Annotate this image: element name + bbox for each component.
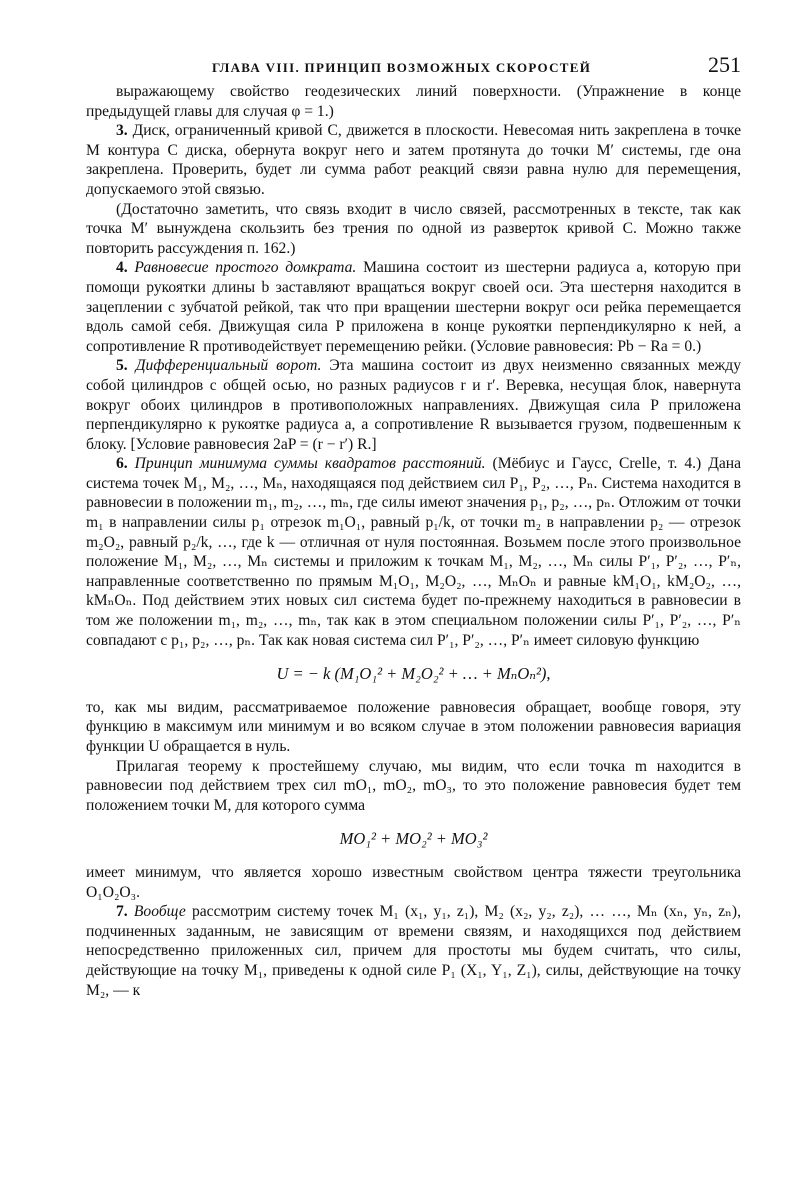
page-header [86, 52, 741, 82]
paragraph [86, 454, 741, 650]
section-title: Принцип минимума суммы квадратов расстояний. [134, 455, 486, 473]
section-title: Равновесие простого домкрата. [134, 259, 357, 277]
paragraph-text: рассмотрим систему точек M₁ (x₁, y₁, z₁), M₂ (x₂, y₂, z₂), … …, Mₙ (xₙ, yₙ, zₙ), подчиненных заданным, не зависящим от времени связям, и находящихся под действием непосредственно приложенных сил, причем для простоты мы будем считать, что силы, действующие на точку M₁, приведены к одной силе P₁ (X₁, Y₁, Z₁), силы, действующие на точку M₂, — к [86, 903, 741, 999]
paragraph [86, 757, 741, 816]
paragraph [86, 258, 741, 356]
paragraph-text: (Мёбиус и Гаусс, Crelle, т. 4.) Дана система точек M₁, M₂, …, Mₙ, находящаяся под действием сил P₁, P₂, …, Pₙ. Система находится в равновесии в положении m₁, m₂, …, mₙ, где силы имеют значения p₁, p₂, …, pₙ. Отложим от точки m₁ в направлении силы p₁ отрезок m₁O₁, равный p₁/k, от точки m₂ в направлении p₂ — отрезок m₂O₂, равный p₂/k, …, где k — отличная от нуля постоянная. Возьмем после этого произвольное положение M₁, M₂, …, Mₙ системы и приложим к точкам M₁, M₂, …, Mₙ силы P′₁, P′₂, …, P′ₙ, направленные соответственно по прямым M₁O₁, M₂O₂, …, MₙOₙ и равные kM₁O₁, kM₂O₂, …, kMₙOₙ. Под действием этих новых сил система будет по-прежнему находиться в равновесии в том же положении m₁, m₂, …, mₙ, так как в этом специальном положении силы P′₁, P′₂, …, P′ₙ совпадают с p₁, p₂, …, pₙ. Так как новая система сил P′₁, P′₂, …, P′ₙ имеет силовую функцию [86, 455, 742, 649]
equation: U = − k (M₁O₁² + M₂O₂² + … + MₙOₙ²), [276, 664, 551, 684]
equation: MO₁² + MO₂² + MO₃² [339, 829, 488, 849]
section-number: 5. [116, 357, 128, 375]
paragraph-text: Машина состоит из шестерни радиуса a, которую при помощи рукоятки длины b заставляют вращаться вокруг своей оси. Эта шестерня находится в зацеплении с зубчатой рейкой, так что при вращении шестерни вокруг оси рейка перемещается вдоль самой себя. Движущая сила P приложена в конце рукоятки перпендикулярно к ней, а сопротивление R противодействует перемещению рейки. (Условие равновесия: Pb − Ra = 0.) [86, 259, 741, 355]
section-number: 4. [116, 259, 128, 277]
paragraph-text: имеет минимум, что является хорошо известным свойством центра тяжести треугольника O₁O₂O₃. [86, 863, 741, 901]
section-number: 6. [116, 455, 128, 473]
paragraph [86, 698, 741, 757]
running-head: ГЛАВА VIII. ПРИНЦИП ВОЗМОЖНЫХ СКОРОСТЕЙ [212, 60, 592, 75]
paragraph-text: Диск, ограниченный кривой C, движется в плоскости. Невесомая нить закреплена в точке M контура C диска, обернута вокруг него и затем протянута до точки M′ системы, где она закреплена. Проверить, будет ли сумма работ реакций связи равна нулю для перемещения, допускаемого этой связью. [86, 122, 741, 198]
paragraph [86, 82, 741, 121]
paragraph-text: Эта машина состоит из двух неизменно связанных между собой цилиндров с общей осью, но разных радиусов r и r′. Веревка, несущая блок, навернута вокруг обоих цилиндров в противоположных направлениях. Движущая сила P приложена перпендикулярно к рукоятке радиуса a, а сопротивление R вызывается грузом, подвешенным к блоку. [Условие равновесия 2aP = (r − r′) R.] [86, 357, 742, 453]
paragraph-text: выражающему свойство геодезических линий поверхности. (Упражнение в конце предыдущей главы для случая φ = 1.) [86, 83, 741, 120]
paragraph [86, 200, 741, 259]
section-number: 7. [116, 903, 128, 921]
page-body [86, 82, 741, 1000]
paragraph-text: Прилагая теорему к простейшему случаю, мы видим, что если точка m находится в равновесии под действием трех сил mO₁, mO₂, mO₃, то это положение равновесия будет тем положением точки M, для которого сумма [86, 757, 741, 814]
paragraph-text: то, как мы видим, рассматриваемое положение равновесия обращает, вообще говоря, эту функцию в максимум или минимум и во всяком случае в этом положении равновесия вариация функции U обращается в нуль. [86, 698, 741, 755]
paragraph [86, 863, 741, 902]
section-number: 3. [116, 122, 128, 140]
page-number: 251 [708, 52, 741, 77]
paragraph [86, 902, 741, 1000]
paragraph-text: (Достаточно заметить, что связь входит в число связей, рассмотренных в тексте, так как точка M′ вынуждена скользить без трения по одной из разверток кривой C. Можно также повторить рассуждения п. 162.) [86, 200, 741, 257]
section-title: Дифференциальный ворот. [135, 357, 322, 375]
paragraph [86, 121, 741, 199]
paragraph [86, 356, 741, 454]
section-title: Вообще [133, 903, 186, 921]
